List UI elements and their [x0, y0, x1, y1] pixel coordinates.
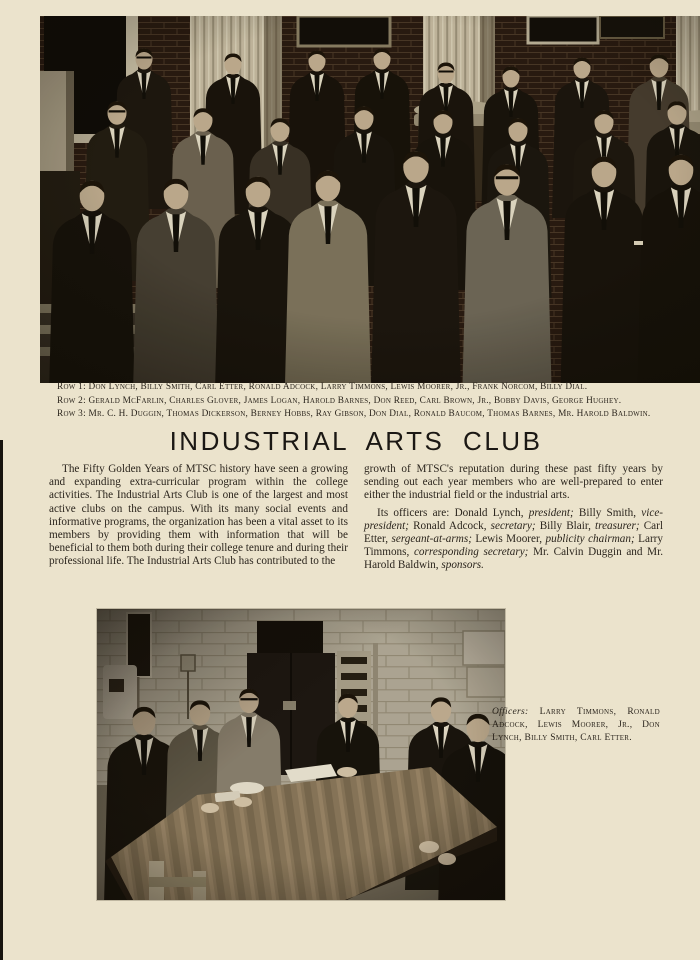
page-scan-edge: [0, 440, 3, 960]
right-paragraph-2: Its officers are: Donald Lynch, president; Billy Smith, vice-president; Ronald Adcock, secretary; Billy Blair, treasurer; Carl Etter, sergeant-at-arms; Lewis Moorer, publicity chairman; Larry Timmons, corresponding secretary; Mr. Calvin Duggin and Mr. Harold Baldwin, sponsors.: [364, 506, 664, 572]
club-group-photo-art: [40, 16, 700, 383]
right-paragraph-1: growth of MTSC's reputation during these past fifty years by sending out each year members who are well-prepared to enter either the industrial field or the industrial arts.: [364, 463, 663, 502]
caption-row-3: Row 3: Mr. C. H. Duggin, Thomas Dickerson, Berney Hobbs, Ray Gibson, Don Dial, Ronald Baucom, Thomas Barnes, Mr. Harold Baldwin.: [57, 409, 651, 419]
page-title: INDUSTRIAL ARTS CLUB: [169, 426, 543, 456]
sepia-tint: [40, 16, 700, 383]
officers-photo-art: [97, 609, 505, 900]
officers-photo-caption: Officers: Larry Timmons, Ronald Adcock, Lewis Moorer, Jr., Don Lynch, Billy Smith, Carl Etter.: [492, 707, 660, 743]
article-body: [49, 463, 663, 573]
caption-row-1: Row 1: Don Lynch, Billy Smith, Carl Etter, Ronald Adcock, Larry Timmons, Lewis Moorer, Jr., Frank Norcom, Billy Dial.: [57, 382, 588, 392]
caption-row-2: Row 2: Gerald McFarlin, Charles Glover, James Logan, Harold Barnes, Don Reed, Carl Brown, Jr., Bobby Davis, George Hughey.: [57, 395, 622, 406]
group-photo-caption: [57, 381, 669, 422]
officers-photo: [97, 609, 505, 900]
sepia-tint: [97, 609, 505, 900]
article-left-column: [49, 463, 348, 573]
club-group-photo: [40, 16, 700, 383]
article-right-column: [364, 463, 663, 573]
left-paragraph: The Fifty Golden Years of MTSC history have seen a growing and expanding extra-curricular program within the college activities. The Industrial Arts Club is one of the largest and most active clubs on the campus. With its many social events and informative programs, the organization has been a vital asset to its members by providing them with information that will be beneficial to them both during their college tenure and during their professional life. The Industrial Arts Club has contributed to the: [49, 463, 348, 568]
